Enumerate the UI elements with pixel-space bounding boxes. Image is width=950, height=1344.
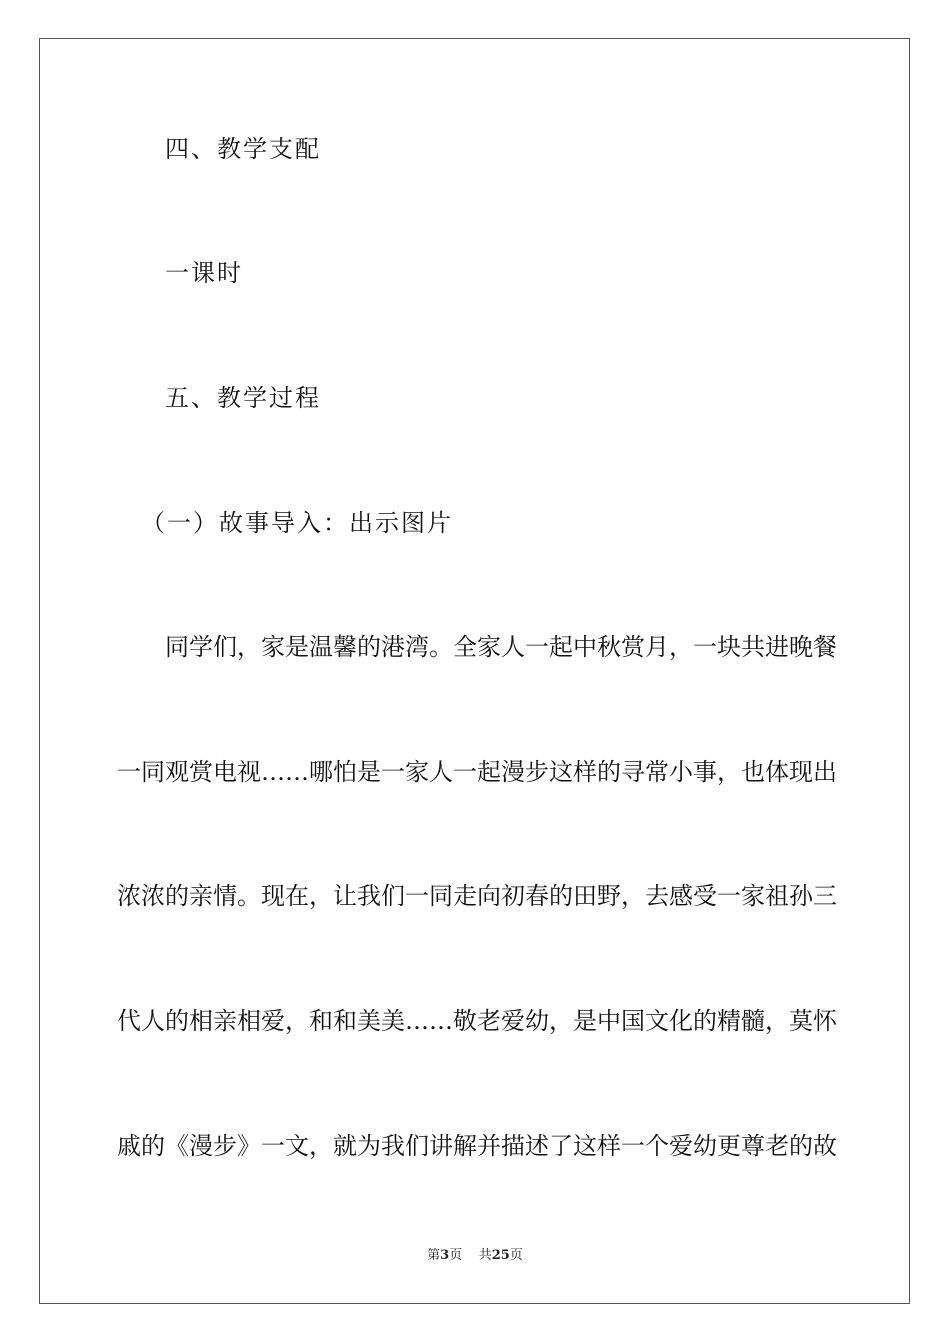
class-hours-text: 一课时	[165, 259, 243, 287]
subheading-story-intro: （一）故事导入：出示图片	[141, 509, 453, 537]
page-prefix: 第	[427, 1248, 441, 1263]
heading-teaching-process: 五、教学过程	[165, 384, 321, 412]
total-prefix: 共	[478, 1248, 492, 1263]
paragraph-line-1: 同学们，家是温馨的港湾。全家人一起中秋赏月，一块共进晚餐	[165, 633, 837, 661]
paragraph-line-5: 戚的《漫步》一文，就为我们讲解并描述了这样一个爱幼更尊老的故	[117, 1132, 837, 1160]
paragraph-line-2: 一同观赏电视……哪怕是一家人一起漫步这样的寻常小事，也体现出	[117, 758, 837, 786]
page-suffix: 页	[449, 1248, 463, 1263]
page-footer	[0, 1247, 950, 1265]
paragraph-line-3: 浓浓的亲情。现在，让我们一同走向初春的田野，去感受一家祖孙三	[117, 882, 837, 910]
page-border	[39, 38, 910, 1304]
heading-teaching-arrangement: 四、教学支配	[165, 135, 321, 163]
total-pages: 25	[491, 1248, 510, 1263]
paragraph-line-4: 代人的相亲相爱，和和美美……敬老爱幼，是中国文化的精髓，莫怀	[117, 1007, 837, 1035]
page-number: 3	[440, 1248, 450, 1263]
total-suffix: 页	[509, 1248, 523, 1263]
